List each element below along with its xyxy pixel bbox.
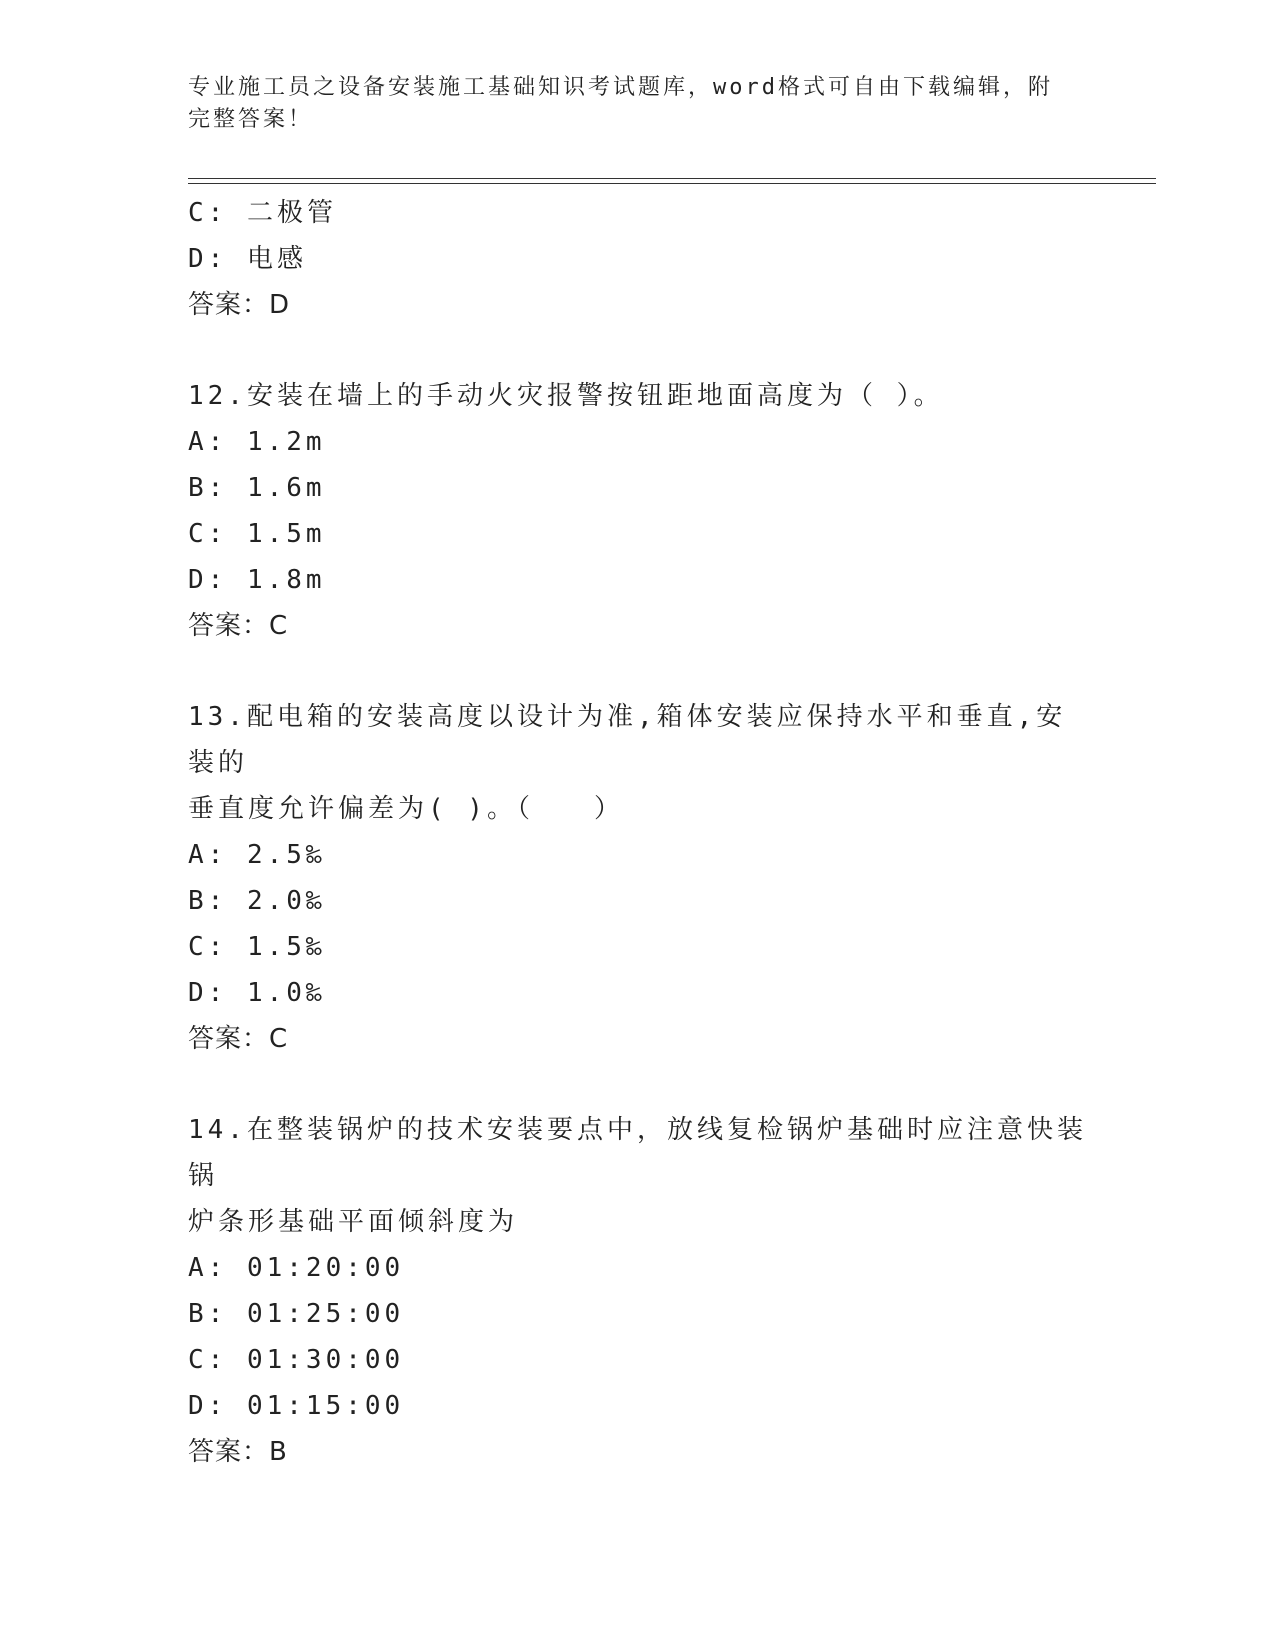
question-block-13	[188, 694, 1088, 1062]
question-text-line-1: 13.配电箱的安装高度以设计为准,箱体安装应保持水平和垂直,安装的	[188, 702, 1067, 778]
option-b: B: 1.6m	[188, 473, 326, 503]
option-d: D: 电感	[188, 244, 307, 274]
question-block-12	[188, 373, 1088, 649]
option-a: A: 1.2m	[188, 427, 326, 457]
question-list	[188, 190, 1088, 1475]
option-c: C: 1.5‰	[188, 932, 326, 962]
question-text-line-2: 炉条形基础平面倾斜度为	[188, 1207, 519, 1237]
question-block-14	[188, 1107, 1088, 1475]
answer-label: 答案：C	[188, 1024, 289, 1054]
option-b: B: 01:25:00	[188, 1299, 405, 1329]
option-d: D: 01:15:00	[188, 1391, 405, 1421]
option-b: B: 2.0‰	[188, 886, 326, 916]
header-divider-bottom	[188, 183, 1156, 184]
question-text-line-2: 垂直度允许偏差为( )。（ ）	[188, 794, 624, 824]
answer-label: 答案：B	[188, 1437, 288, 1467]
option-c: C: 二极管	[188, 198, 337, 228]
option-a: A: 01:20:00	[188, 1253, 405, 1283]
option-c: C: 01:30:00	[188, 1345, 405, 1375]
header-divider-top	[188, 178, 1156, 179]
spacer	[188, 1062, 1088, 1107]
answer-label: 答案：D	[188, 290, 291, 320]
spacer	[188, 328, 1088, 373]
question-block-previous	[188, 190, 1088, 328]
spacer	[188, 649, 1088, 694]
question-text: 12.安装在墙上的手动火灾报警按钮距地面高度为（ ）。	[188, 381, 944, 411]
option-d: D: 1.8m	[188, 565, 326, 595]
option-d: D: 1.0‰	[188, 978, 326, 1008]
option-a: A: 2.5‰	[188, 840, 326, 870]
answer-label: 答案：C	[188, 611, 289, 641]
page-header: 专业施工员之设备安装施工基础知识考试题库，word格式可自由下载编辑，附完整答案！	[188, 75, 1053, 132]
option-c: C: 1.5m	[188, 519, 326, 549]
question-text-line-1: 14.在整装锅炉的技术安装要点中，放线复检锅炉基础时应注意快装锅	[188, 1115, 1087, 1191]
